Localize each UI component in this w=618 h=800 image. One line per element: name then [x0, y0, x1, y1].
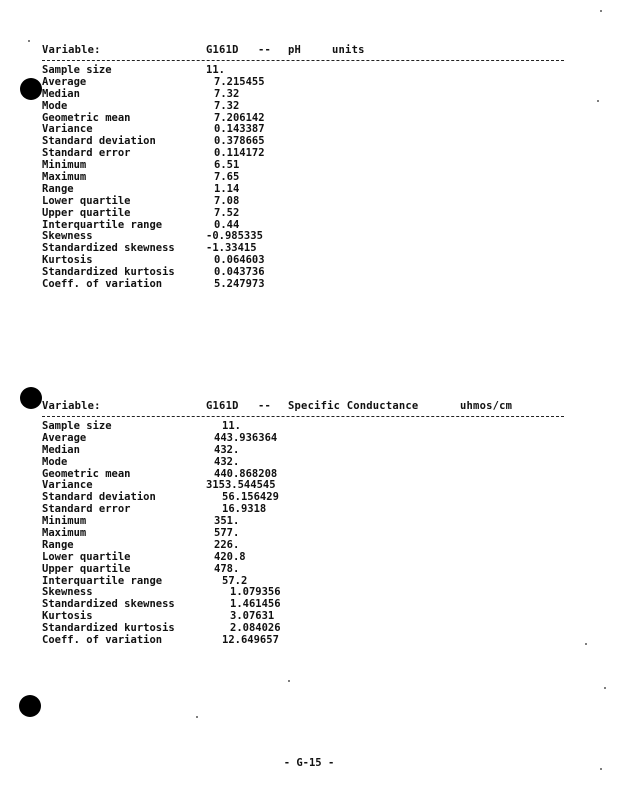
stat-value: 7.32: [214, 87, 240, 100]
stat-label: Interquartile range: [42, 218, 163, 231]
stat-label: Range: [42, 538, 74, 551]
stat-row-average: [42, 433, 572, 445]
stat-label: Standardized kurtosis: [42, 622, 175, 635]
stat-value: 7.215455: [214, 75, 265, 88]
stat-label: Minimum: [42, 159, 87, 172]
stat-row-median: [42, 445, 572, 457]
stat-value: 7.206142: [214, 111, 265, 124]
stat-row-interquartile-range: [42, 220, 572, 232]
stat-row-standard-error: [42, 148, 572, 160]
stat-label: Standardized skewness: [42, 598, 175, 611]
variable-header: [42, 44, 572, 58]
stat-row-sample-size: [42, 421, 572, 433]
stats-block-specific-conductance: [42, 400, 572, 647]
stat-value: 11.: [222, 420, 241, 432]
stat-value: 7.65: [214, 171, 240, 184]
stat-value: -1.33415: [206, 242, 257, 255]
stat-label: Variance: [42, 123, 93, 136]
stat-value: 7.08: [214, 194, 240, 207]
stat-value: 12.649657: [222, 634, 279, 647]
stat-row-upper-quartile: [42, 208, 572, 220]
stat-label: Standard error: [42, 147, 131, 160]
parameter-name: Specific Conductance: [288, 400, 419, 412]
stat-label: Lower quartile: [42, 550, 131, 563]
stat-row-maximum: [42, 172, 572, 184]
stat-value: 443.936364: [214, 431, 278, 444]
stat-label: Median: [42, 443, 80, 456]
stat-value: 0.378665: [214, 135, 265, 148]
punch-hole-top: [20, 78, 42, 100]
stat-value: 420.8: [214, 550, 246, 563]
scan-speck: [604, 687, 606, 689]
stat-row-coeff-of-variation: [42, 635, 572, 647]
stat-value: 16.9318: [222, 503, 267, 516]
stat-label: Upper quartile: [42, 206, 131, 219]
stat-label: Mode: [42, 455, 68, 468]
stat-label: Upper quartile: [42, 562, 131, 575]
stat-value: 56.156429: [222, 491, 279, 504]
stats-list: [42, 421, 572, 647]
stat-label: Median: [42, 87, 80, 100]
parameter-name: pH: [288, 44, 302, 56]
stat-value: 0.043736: [214, 266, 265, 279]
stat-label: Minimum: [42, 515, 87, 528]
punch-hole-middle: [20, 387, 42, 409]
stat-value: 1.079356: [230, 586, 281, 599]
stat-label: Skewness: [42, 586, 93, 599]
stat-label: Sample size: [42, 64, 112, 76]
scan-speck: [600, 10, 602, 12]
stat-label: Maximum: [42, 527, 87, 540]
stat-value: 226.: [214, 538, 240, 551]
variable-separator: --: [258, 44, 272, 56]
stat-label: Variance: [42, 479, 93, 492]
stat-label: Lower quartile: [42, 194, 131, 207]
stat-value: 5.247973: [214, 278, 265, 291]
stat-value: 6.51: [214, 159, 240, 172]
stat-label: Mode: [42, 99, 68, 112]
stat-value: 478.: [214, 562, 240, 575]
stat-value: 7.32: [214, 99, 240, 112]
variable-separator: --: [258, 400, 272, 412]
scan-speck: [585, 643, 587, 645]
stat-value: -0.985335: [206, 230, 263, 243]
stat-label: Standard error: [42, 503, 131, 516]
variable-label: Variable:: [42, 44, 101, 56]
stat-row-geometric-mean: [42, 469, 572, 481]
stat-label: Kurtosis: [42, 254, 93, 267]
stat-label: Standardized skewness: [42, 242, 175, 255]
variable-code: G161D: [206, 44, 239, 56]
stat-row-mode: [42, 457, 572, 469]
variable-code: G161D: [206, 400, 239, 412]
stat-value: 1.14: [214, 182, 240, 195]
stat-value: 0.114172: [214, 147, 265, 160]
variable-header: [42, 400, 572, 414]
units: units: [332, 44, 365, 56]
stat-label: Standard deviation: [42, 491, 156, 504]
stat-value: 0.064603: [214, 254, 265, 267]
stat-row-standardized-skewness: [42, 243, 572, 255]
stat-value: 0.44: [214, 218, 240, 231]
scan-speck: [28, 40, 30, 42]
stat-value: 7.52: [214, 206, 240, 219]
stat-value: 351.: [214, 515, 240, 528]
stat-row-range: [42, 184, 572, 196]
scan-speck: [196, 716, 198, 718]
stat-value: 11.: [206, 64, 225, 76]
stat-label: Kurtosis: [42, 610, 93, 623]
stat-label: Coeff. of variation: [42, 278, 163, 291]
stat-row-minimum: [42, 516, 572, 528]
stats-block-ph: [42, 44, 572, 291]
stat-value: 3153.544545: [206, 479, 276, 492]
page-footer: [0, 757, 618, 769]
scan-speck: [597, 100, 599, 102]
stat-label: Sample size: [42, 420, 112, 432]
stat-row-median: [42, 89, 572, 101]
units: uhmos/cm: [460, 400, 513, 412]
stat-label: Coeff. of variation: [42, 634, 163, 647]
stat-value: 577.: [214, 527, 240, 540]
page-number: - G-15 -: [283, 757, 335, 769]
stat-row-upper-quartile: [42, 564, 572, 576]
stat-row-interquartile-range: [42, 576, 572, 588]
stat-row-geometric-mean: [42, 113, 572, 125]
stats-list: [42, 65, 572, 291]
stat-value: 2.084026: [230, 622, 281, 635]
stat-value: 57.2: [222, 574, 248, 587]
stat-label: Average: [42, 431, 87, 444]
stat-row-average: [42, 77, 572, 89]
stat-value: 3.07631: [230, 610, 275, 623]
stat-value: 0.143387: [214, 123, 265, 136]
stat-row-coeff-of-variation: [42, 279, 572, 291]
stat-row-range: [42, 540, 572, 552]
variable-label: Variable:: [42, 400, 101, 412]
stat-label: Average: [42, 75, 87, 88]
stat-label: Maximum: [42, 171, 87, 184]
stat-value: 440.868208: [214, 467, 278, 480]
stat-row-standardized-skewness: [42, 599, 572, 611]
dashed-divider: [42, 416, 564, 417]
stat-label: Geometric mean: [42, 467, 131, 480]
stat-label: Standard deviation: [42, 135, 156, 148]
stat-row-lower-quartile: [42, 552, 572, 564]
stat-label: Standardized kurtosis: [42, 266, 175, 279]
punch-hole-bottom: [19, 695, 41, 717]
stat-label: Geometric mean: [42, 111, 131, 124]
stat-value: 432.: [214, 455, 240, 468]
stat-row-mode: [42, 101, 572, 113]
stat-row-minimum: [42, 160, 572, 172]
stat-value: 1.461456: [230, 598, 281, 611]
stat-label: Range: [42, 182, 74, 195]
stat-label: Skewness: [42, 230, 93, 243]
stat-value: 432.: [214, 443, 240, 456]
stat-label: Interquartile range: [42, 574, 163, 587]
dashed-divider: [42, 60, 564, 61]
stat-row-lower-quartile: [42, 196, 572, 208]
stat-row-maximum: [42, 528, 572, 540]
stat-row-standard-error: [42, 504, 572, 516]
stat-row-sample-size: [42, 65, 572, 77]
scan-speck: [288, 680, 290, 682]
